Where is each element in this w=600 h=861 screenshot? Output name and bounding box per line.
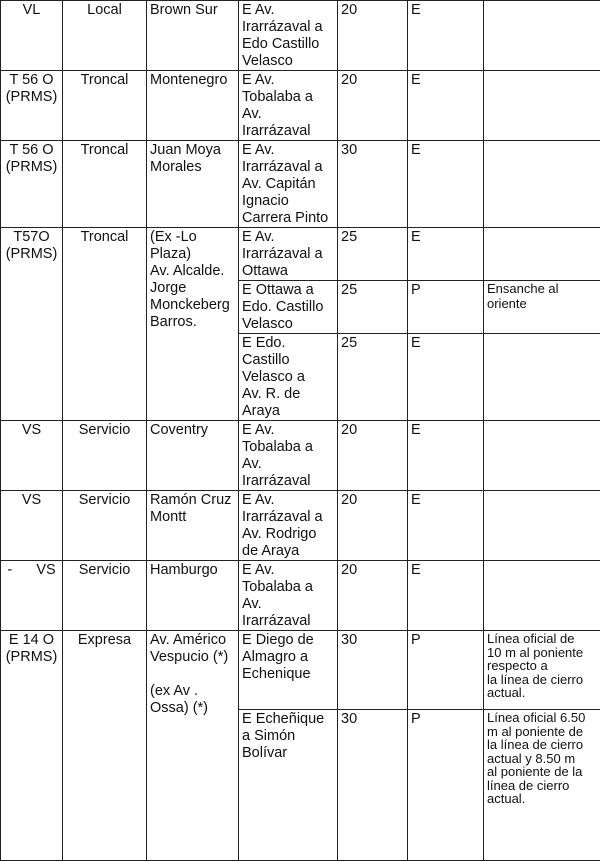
road-status: E (408, 71, 484, 141)
table-row (1, 631, 600, 710)
road-section: E Av. Irarrázaval a Ottawa (239, 228, 338, 281)
road-code: E 14 O (PRMS) (1, 631, 63, 861)
road-name: Brown Sur (147, 1, 239, 71)
road-name: Coventry (147, 421, 239, 491)
road-section: E Av. Irarrázaval a Edo Castillo Velasco (239, 1, 338, 71)
road-type: Servicio (63, 421, 147, 491)
road-status: E (408, 491, 484, 561)
road-width: 20 (338, 1, 408, 71)
road-type: Troncal (63, 141, 147, 228)
road-section: E Av. Irarrázaval a Av. Capitán Ignacio Carrera Pinto (239, 141, 338, 228)
road-notes: Línea oficial 6.50 m al poniente de la línea de cierro actual y 8.50 m al poniente de la línea de cierro actual. (484, 710, 600, 861)
road-section: E Ottawa a Edo. Castillo Velasco (239, 281, 338, 334)
road-type: Servicio (63, 491, 147, 561)
road-status: E (408, 421, 484, 491)
road-name: (Ex -Lo Plaza) Av. Alcalde. Jorge Monckeberg Barros. (147, 228, 239, 421)
road-type: Servicio (63, 561, 147, 631)
road-type: Expresa (63, 631, 147, 861)
road-notes (484, 334, 600, 421)
road-type: Local (63, 1, 147, 71)
road-section: E Av. Tobalaba a Av. Irarrázaval (239, 421, 338, 491)
road-width: 20 (338, 421, 408, 491)
road-name: Juan Moya Morales (147, 141, 239, 228)
road-section: E Edo. Castillo Velasco a Av. R. de Araya (239, 334, 338, 421)
road-section: E Av. Tobalaba a Av. Irarrázaval (239, 71, 338, 141)
road-section: E Av. Tobalaba a Av. Irarrázaval (239, 561, 338, 631)
road-width: 30 (338, 710, 408, 861)
road-type: Troncal (63, 71, 147, 141)
road-status: P (408, 281, 484, 334)
road-status: E (408, 561, 484, 631)
table-row (1, 1, 600, 71)
table-row (1, 141, 600, 228)
road-code: VL (1, 1, 63, 71)
road-status: E (408, 334, 484, 421)
road-status: E (408, 141, 484, 228)
road-code: T 56 O (PRMS) (1, 141, 63, 228)
road-code: T 56 O (PRMS) (1, 71, 63, 141)
road-name: Ramón Cruz Montt (147, 491, 239, 561)
road-type: Troncal (63, 228, 147, 421)
road-section: E Av. Irarrázaval a Av. Rodrigo de Araya (239, 491, 338, 561)
road-status: P (408, 631, 484, 710)
road-notes (484, 1, 600, 71)
table-row (1, 561, 600, 631)
road-status: E (408, 228, 484, 281)
road-width: 20 (338, 71, 408, 141)
road-notes (484, 228, 600, 281)
road-width: 25 (338, 228, 408, 281)
road-section: E Echeñique a Simón Bolívar (239, 710, 338, 861)
road-width: 20 (338, 561, 408, 631)
table-row (1, 228, 600, 281)
road-width: 30 (338, 631, 408, 710)
road-notes (484, 491, 600, 561)
road-name: Montenegro (147, 71, 239, 141)
road-code: VS (1, 491, 63, 561)
table-row (1, 491, 600, 561)
road-status: E (408, 1, 484, 71)
table-row (1, 71, 600, 141)
road-code: - VS (1, 561, 63, 631)
road-notes: Línea oficial de 10 m al poniente respecto a la línea de cierro actual. (484, 631, 600, 710)
road-width: 30 (338, 141, 408, 228)
road-notes (484, 421, 600, 491)
road-code: VS (1, 421, 63, 491)
road-name: Av. Américo Vespucio (*) (ex Av . Ossa) (*) (147, 631, 239, 861)
road-notes (484, 71, 600, 141)
road-notes (484, 561, 600, 631)
road-width: 20 (338, 491, 408, 561)
road-code: T57O (PRMS) (1, 228, 63, 421)
road-notes: Ensanche al oriente (484, 281, 600, 334)
table-row (1, 421, 600, 491)
road-name: Hamburgo (147, 561, 239, 631)
road-notes (484, 141, 600, 228)
road-width: 25 (338, 334, 408, 421)
road-width: 25 (338, 281, 408, 334)
road-status: P (408, 710, 484, 861)
road-section: E Diego de Almagro a Echenique (239, 631, 338, 710)
